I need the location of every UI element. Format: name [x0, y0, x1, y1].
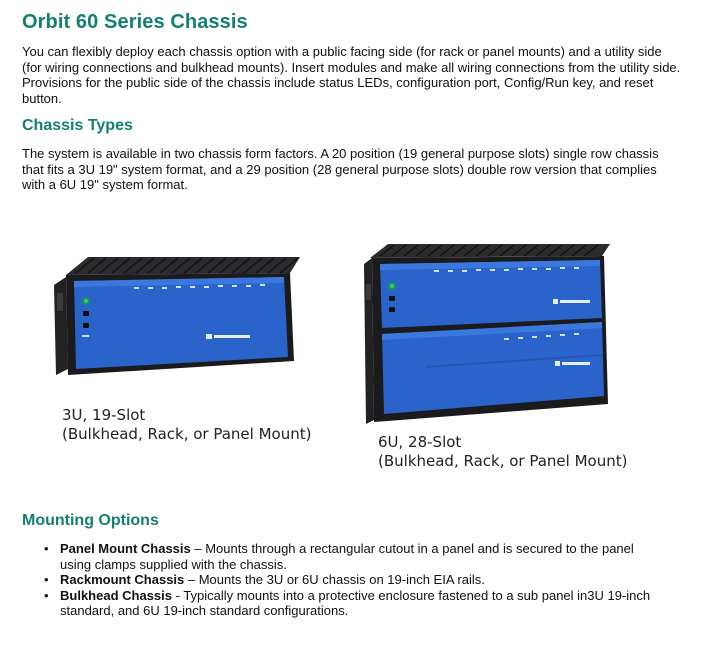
chassis-3u-caption [62, 406, 311, 444]
mounting-options-list [44, 541, 664, 619]
caption-line: (Bulkhead, Rack, or Panel Mount) [378, 452, 628, 470]
item-term: Panel Mount Chassis [60, 541, 191, 556]
item-text: – Mounts the 3U or 6U chassis on 19-inch EIA rails. [184, 572, 485, 588]
item-term: Rackmount Chassis [60, 572, 185, 588]
chassis-6u-image [364, 244, 616, 424]
list-item [44, 572, 664, 588]
page-title: Orbit 60 Series Chassis [22, 11, 248, 33]
chassis-6u-caption [378, 433, 627, 471]
mounting-options-heading: Mounting Options [22, 512, 159, 529]
chassis-3u-image [54, 257, 304, 377]
caption-line: (Bulkhead, Rack, or Panel Mount) [62, 425, 312, 443]
chassis-types-heading: Chassis Types [22, 117, 133, 134]
list-item [44, 541, 664, 572]
chassis-types-paragraph: The system is available in two chassis form factors. A 20 position (19 general purpose slots) single row chassis that fits a 3U 19" system format, and a 29 position (28 general purpose slots) double row version that complies with a 6U 19" system format. [22, 146, 659, 193]
item-term: Bulkhead Chassis [60, 587, 172, 603]
caption-line: 3U, 19-Slot [62, 406, 146, 424]
caption-line: 6U, 28-Slot [378, 433, 462, 451]
item-text: – Mounts through a rectangular cutout in a panel and is secured to the panel using clamps supplied with the chassis. [60, 541, 634, 572]
list-item [44, 588, 664, 619]
intro-paragraph: You can flexibly deploy each chassis option with a public facing side (for rack or panel mounts) and a utility side (for wiring connections and bulkhead mounts). Insert modules and make all wiring connections from the utility side. Provisions for the public side of the chassis include status LEDs, configuration port, Config/Run key, and reset button. [22, 44, 681, 106]
item-text: - Typically mounts into a protective enclosure fastened to a sub panel in3U 19-inch standard, and 6U 19-inch standard configurations. [60, 587, 651, 619]
